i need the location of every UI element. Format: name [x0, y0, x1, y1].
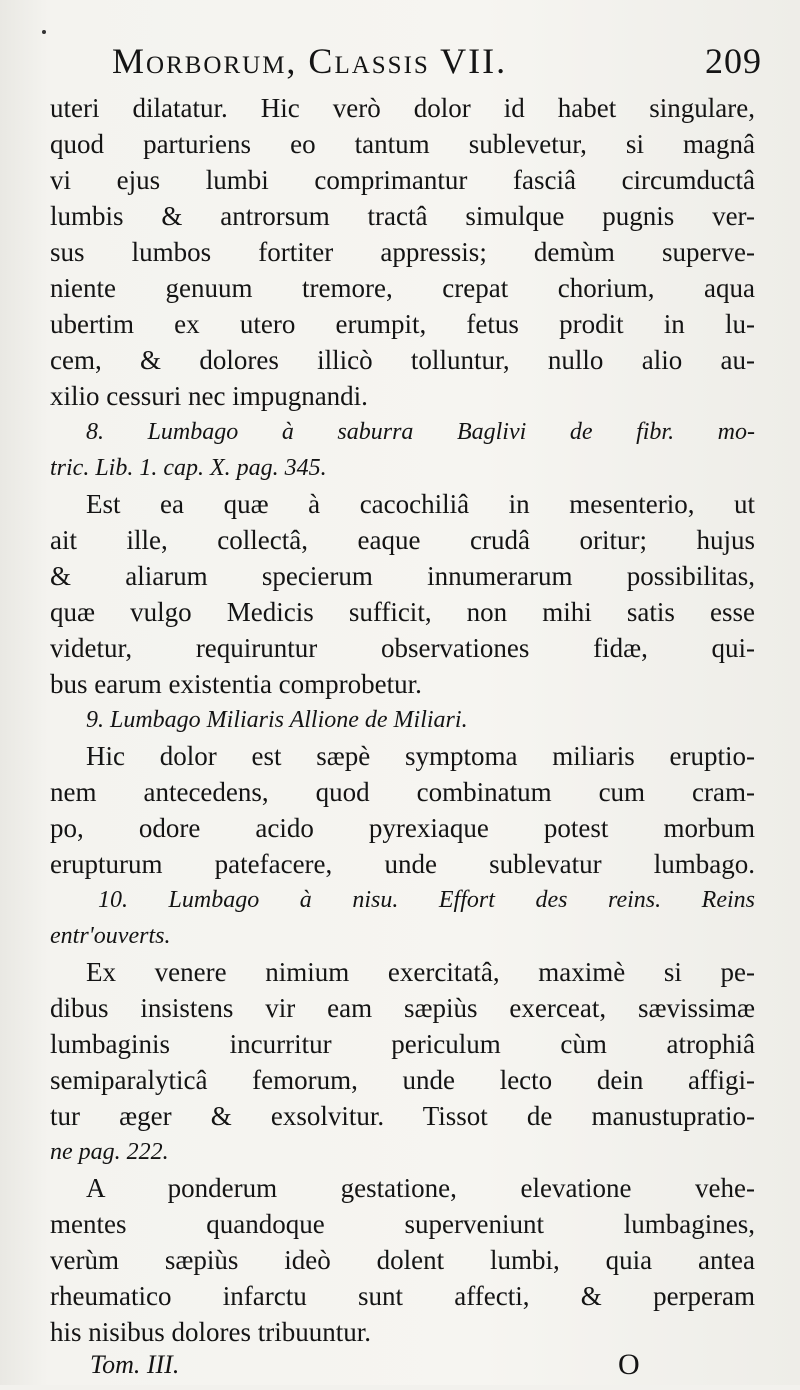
section-heading-9: 9. Lumbago Miliaris Allione de Miliari.	[86, 707, 468, 733]
signature-mark: O	[618, 1348, 640, 1381]
page-footer	[0, 1350, 800, 1390]
text-line: lumbaginis incurritur periculum cùm atrophiâ	[50, 1029, 755, 1059]
text-line: semiparalyticâ femorum, unde lecto dein affigi-	[50, 1065, 755, 1095]
section-heading-10: 10. Lumbago à nisu. Effort des reins. Reins	[98, 887, 755, 913]
text-line: sus lumbos fortiter appressis; demùm superve-	[50, 237, 755, 267]
text-line: xilio cessuri nec impugnandi.	[50, 381, 368, 411]
text-line: niente genuum tremore, crepat chorium, aqua	[50, 273, 755, 303]
text-line: A ponderum gestatione, elevatione vehe-	[86, 1173, 755, 1203]
text-line: & aliarum specierum innumerarum possibilitas,	[50, 561, 755, 591]
text-line: his nisibus dolores tribuuntur.	[50, 1317, 372, 1347]
text-line: videtur, requiruntur observationes fidæ, qui-	[50, 633, 755, 663]
text-line: uteri dilatatur. Hic verò dolor id habet singulare,	[50, 93, 755, 123]
text-line: ubertim ex utero erumpit, fetus prodit in lu-	[50, 309, 755, 339]
section-heading-10-cont: entr'ouverts.	[50, 923, 171, 949]
text-line: ne pag. 222.	[50, 1139, 169, 1165]
text-line: bus earum existentia comprobetur.	[50, 669, 422, 699]
text-line: vi ejus lumbi comprimantur fasciâ circumductâ	[50, 165, 755, 195]
text-line: erupturum patefacere, unde sublevatur lumbago.	[50, 849, 755, 879]
text-line: quæ vulgo Medicis sufficit, non mihi satis esse	[50, 597, 755, 627]
text-line: Est ea quæ à cacochiliâ in mesenterio, ut	[86, 489, 755, 519]
text-line: dibus insistens vir eam sæpiùs exerceat, sævissimæ	[50, 993, 755, 1023]
page-number: 209	[705, 41, 762, 81]
volume-mark: Tom. III.	[90, 1350, 180, 1379]
text-line: rheumatico infarctu sunt affecti, & perperam	[50, 1281, 755, 1311]
text-line: mentes quandoque superveniunt lumbagines,	[50, 1209, 755, 1239]
text-line: Hic dolor est sæpè symptoma miliaris eruptio-	[86, 741, 755, 771]
text-line: po, odore acido pyrexiaque potest morbum	[50, 813, 755, 843]
text-line: lumbis & antrorsum tractâ simulque pugnis ver-	[50, 201, 755, 231]
running-title: Morborum, Classis VII.	[112, 41, 508, 81]
text-line: Ex venere nimium exercitatâ, maximè si pe-	[86, 957, 755, 987]
text-line: ait ille, collectâ, eaque crudâ oritur; hujus	[50, 525, 755, 555]
text-line: verùm sæpiùs ideò dolent lumbi, quia antea	[50, 1245, 755, 1275]
text-line: tur æger & exsolvitur. Tissot de manustupratio-	[50, 1101, 755, 1131]
text-line: nem antecedens, quod combinatum cum cram-	[50, 777, 755, 807]
text-line: cem, & dolores illicò tolluntur, nullo alio au-	[50, 345, 755, 375]
section-heading-8-cont: tric. Lib. 1. cap. X. pag. 345.	[50, 455, 327, 481]
text-line: quod parturiens eo tantum sublevetur, si magnâ	[50, 129, 755, 159]
section-heading-8: 8. Lumbago à saburra Baglivi de fibr. mo-	[86, 419, 755, 445]
